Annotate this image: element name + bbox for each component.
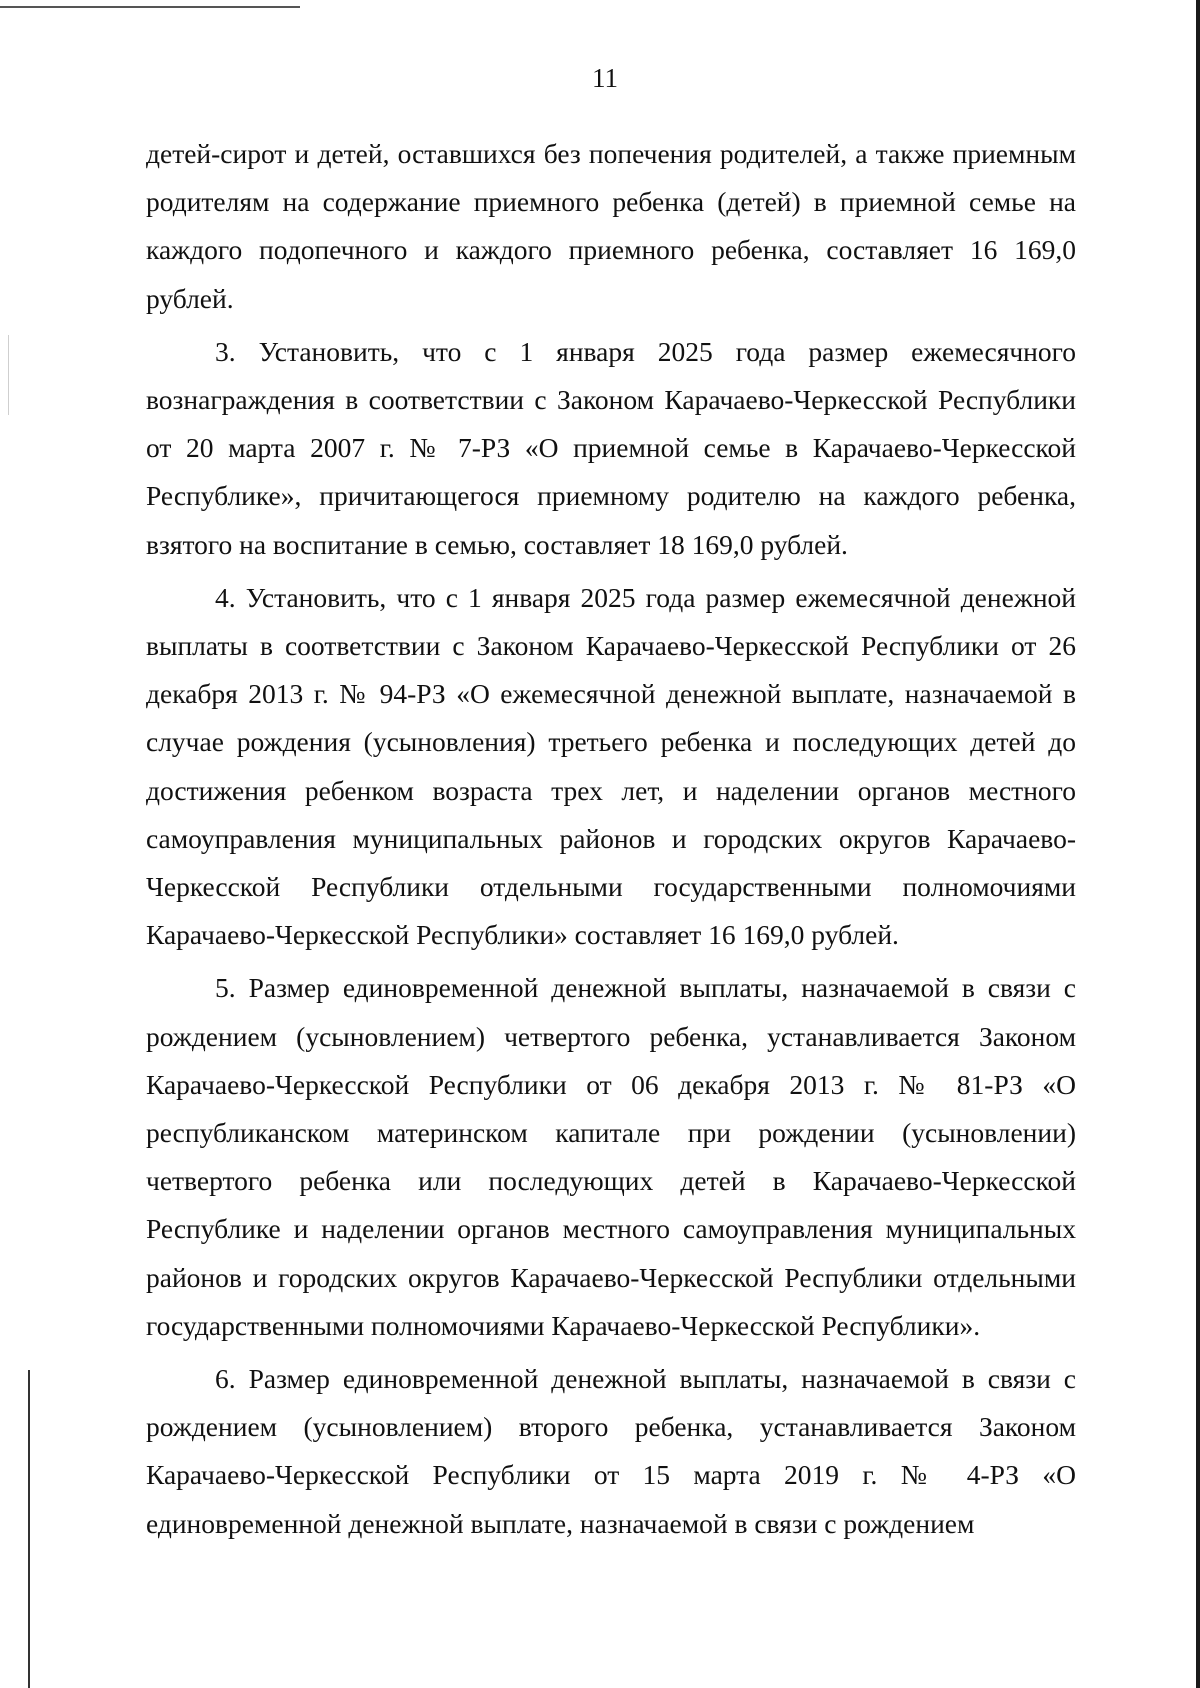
scan-artifact-right-edge xyxy=(1196,0,1200,1688)
scan-artifact-top-line xyxy=(0,6,300,8)
document-body xyxy=(146,130,1076,1548)
scan-artifact-left-faint-mark xyxy=(8,335,9,415)
paragraph-item-5: 5. Размер единовременной денежной выплаты, назначаемой в связи с рождением (усыновлением) четвертого ребенка, устанавливается Законом Карачаево-Черкесской Республики от 06 декабря 2013 г. № 81-РЗ «О республиканском материнском капитале при рождении (усыновлении) четвертого ребенка или последующих детей в Карачаево-Черкесской Республике и наделении органов местного самоуправления муниципальных районов и городских округов Карачаево-Черкесской Республики отдельными государственными полномочиями Карачаево-Черкесской Республики». xyxy=(146,972,1076,1341)
paragraph-continuation: детей-сирот и детей, оставшихся без попечения родителей, а также приемным родителям на содержание приемного ребенка (детей) в приемной семье на каждого подопечного и каждого приемного ребенка, составляет 16 169,0 рублей. xyxy=(146,138,1076,314)
page-number: 11 xyxy=(592,63,618,93)
paragraph-item-4: 4. Установить, что с 1 января 2025 года размер ежемесячной денежной выплаты в соответствии с Законом Карачаево-Черкесской Республики от 26 декабря 2013 г. № 94-РЗ «О ежемесячной денежной выплате, назначаемой в случае рождения (усыновления) третьего ребенка и последующих детей до достижения ребенком возраста трех лет, и наделении органов местного самоуправления муниципальных районов и городских округов Карачаево-Черкесской Республики отдельными государственными полномочиями Карачаево-Черкесской Республики» составляет 16 169,0 рублей. xyxy=(146,581,1076,951)
paragraph-item-3: 3. Установить, что с 1 января 2025 года размер ежемесячного вознаграждения в соответствии с Законом Карачаево-Черкесской Республики от 20 марта 2007 г. № 7-РЗ «О приемной семье в Карачаево-Черкесской Республике», причитающегося приемному родителю на каждого ребенка, взятого на воспитание в семью, составляет 18 169,0 рублей. xyxy=(146,335,1076,560)
scan-artifact-left-mark xyxy=(28,1370,30,1688)
paragraph-item-6: 6. Размер единовременной денежной выплаты, назначаемой в связи с рождением (усыновлением) второго ребенка, устанавливается Законом Карачаево-Черкесской Республики от 15 марта 2019 г. № 4-РЗ «О единовременной денежной выплате, назначаемой в связи с рождением xyxy=(146,1363,1076,1539)
